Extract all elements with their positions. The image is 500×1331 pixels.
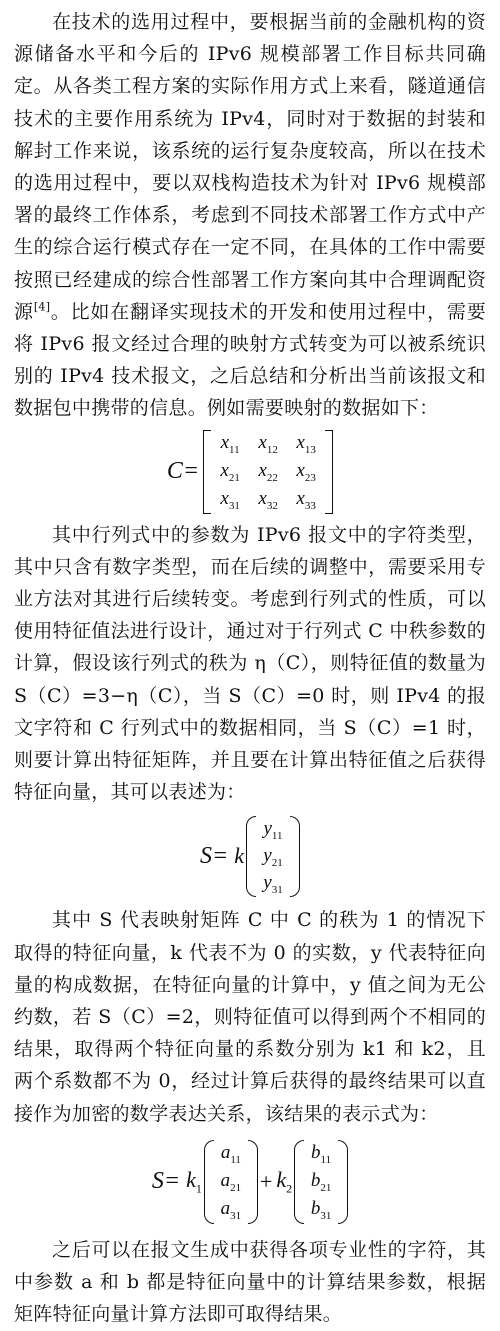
vector-a-entry-a31: $a_{31}$ (220, 1197, 242, 1222)
equation-3-k1: $k_1$ (186, 1167, 202, 1196)
matrix-c-entry-x11: $x_{11}$ (220, 431, 240, 456)
citation-4: [4] (33, 300, 51, 314)
matrix-c (203, 430, 333, 514)
vector-a-left-paren (204, 1140, 214, 1224)
vector-a-entry-a21: $a_{21}$ (220, 1169, 242, 1194)
vector-b-grid (304, 1140, 338, 1224)
vector-a (204, 1140, 258, 1224)
vector-y (246, 816, 300, 897)
equation-matrix-c (14, 425, 486, 519)
vector-b (294, 1140, 348, 1224)
matrix-left-bracket (203, 430, 211, 514)
matrix-c-entry-x33: $x_{33}$ (296, 487, 316, 512)
vector-a-right-paren (248, 1140, 258, 1224)
vector-y-left-paren (246, 816, 256, 897)
vector-a-grid (214, 1140, 248, 1224)
paragraph-3: 其中 S 代表映射矩阵 C 中 C 的秩为 1 的情况下取得的特征向量，k 代表不为 0 的实数，y 代表特征向量的构成数据，在特征向量的计算中，y 值之间为无公约数，若 S（C）=2，则特征值可以得到两个不相同的结果，取得两个特征向量的系数分别为 k1 和 k2，且两个系数都不为 0，经过计算后获得的最终结果可以直接作为加密的数学表达关系，该结果的表示式为： (14, 909, 486, 1125)
equation-2-coef: k (234, 843, 244, 869)
matrix-c-entry-x13: $x_{13}$ (296, 431, 316, 456)
vector-b-right-paren (338, 1140, 348, 1224)
matrix-c-entry-x21: $x_{21}$ (220, 459, 240, 484)
equation-1-lhs: C= (166, 458, 200, 485)
paragraph-2: 其中行列式中的参数为 IPv6 报文中的字符类型，其中只含有数字类型，而在后续的调整中，需要采用专业方法对其进行后续转变。考虑到行列式的性质，可以使用特征值法进行设计，通过对于行列式 C 中秩参数的计算，假设该行列式的秩为 η（C），则特征值的数量为 S（C）=3−η（C），当 S（C）=0 时，则 IPv4 的报文字符和 C 行列式中的数据相同，当 S（C）=1 时，则要计算出特征矩阵，并且要在计算出特征值之后获得特征向量，其可以表述为： (14, 523, 486, 804)
matrix-c-grid (211, 430, 325, 514)
vector-y-entry-y21: $y_{21}$ (263, 844, 283, 869)
vector-y-grid (256, 816, 290, 897)
matrix-c-entry-x31: $x_{31}$ (220, 487, 240, 512)
vector-y-right-paren (290, 816, 300, 897)
paragraph-1-tail: 。比如在翻译实现技术的开发和使用过程中，需要将 IPv6 报文经过合理的映射方式转变为可以被系统识别的 IPv4 技术报文，之后总结和分析出当前该报文和数据包中携带的信息。例如需要映射的数据如下： (14, 300, 486, 420)
equation-combination-s (14, 1130, 486, 1234)
matrix-c-entry-x22: $x_{22}$ (258, 459, 278, 484)
vector-b-entry-b21: $b_{21}$ (310, 1169, 332, 1194)
vector-b-left-paren (294, 1140, 304, 1224)
paragraph-1 (14, 6, 486, 425)
vector-b-entry-b11: $b_{11}$ (311, 1141, 332, 1166)
matrix-c-entry-x12: $x_{12}$ (258, 431, 278, 456)
matrix-right-bracket (325, 430, 333, 514)
plus-sign: + (259, 1168, 273, 1194)
equation-2-lhs: S= (200, 842, 229, 869)
equation-3-k2: $k_2$ (276, 1167, 293, 1196)
vector-a-entry-a11: $a_{11}$ (220, 1141, 241, 1166)
matrix-c-entry-x23: $x_{23}$ (296, 459, 316, 484)
vector-y-entry-y11: $y_{11}$ (263, 817, 283, 842)
equation-3-lhs: S= (151, 1168, 181, 1195)
vector-b-entry-b31: $b_{31}$ (310, 1197, 332, 1222)
vector-y-entry-y31: $y_{31}$ (263, 871, 283, 896)
equation-eigenvector-s (14, 808, 486, 904)
matrix-c-entry-x32: $x_{32}$ (258, 487, 278, 512)
paragraph-4: 之后可以在报文生成中获得各项专业性的字符，其中参数 a 和 b 都是特征向量中的计算结果参数，根据矩阵特征向量计算方法即可取得结果。 (14, 1238, 486, 1326)
paragraph-1-text: 在技术的选用过程中，要根据当前的金融机构的资源储备水平和今后的 IPv6 规模部署工作目标共同确定。从各类工程方案的实际作用方式上来看，隧道通信技术的主要作用系统为 IPv4，同时对于数据的封装和解封工作来说，该系统的运行复杂度较高，所以在技术的选用过程中，要以双栈构造技术为针对 IPv6 规模部署的最终工作体系，考虑到不同技术部署工作方式中产生的综合运行模式存在一定不同，在具体的工作中需要按照已经建成的综合性部署工作方案向其中合理调配资源 (14, 11, 486, 323)
